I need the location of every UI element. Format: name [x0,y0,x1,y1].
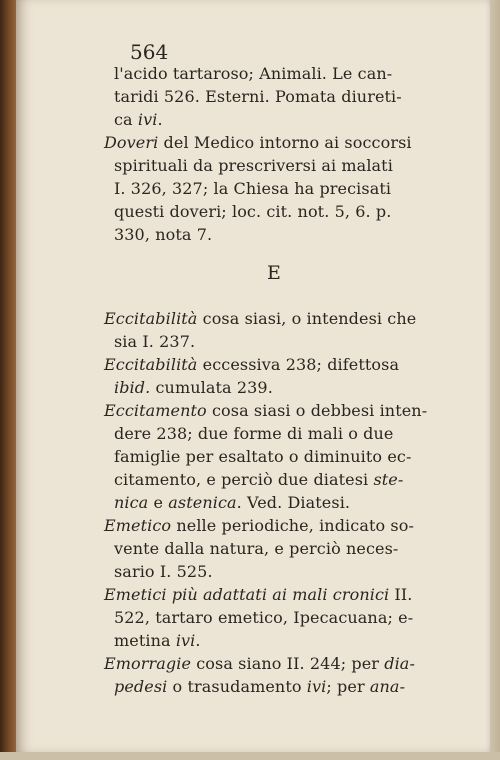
text-line: ibid. cumulata 239. [114,378,273,397]
text-line: questi doveri; loc. cit. not. 5, 6. p. [114,202,392,221]
text-line: vente dalla natura, e perciò neces- [114,539,399,558]
entry-emetici: Emetici più adattati ai mali cronici II. [104,585,413,604]
text-line: sario I. 525. [114,562,213,581]
entry-emorragie: Emorragie cosa siano II. 244; per dia- [104,654,415,673]
text-line: pedesi o trasudamento ivi; per ana- [114,677,406,696]
text-line: dere 238; due forme di mali o due [114,424,394,443]
entry-head: Eccitabilità [104,355,198,374]
entry-head: Emetico [104,516,172,535]
entry-eccitabilita-2: Eccitabilità eccessiva 238; difettosa [104,355,400,374]
text-line: taridi 526. Esterni. Pomata diureti- [114,87,402,106]
text-line: sia I. 237. [114,332,196,351]
entry-eccitamento: Eccitamento cosa siasi o debbesi inten- [104,401,428,420]
entry-doveri: Doveri del Medico intorno ai soccorsi [104,133,412,152]
page-bottom-edge [0,752,500,760]
entry-head: Eccitabilità [104,309,198,328]
entry-head: Emorragie [104,654,192,673]
page-edge [490,0,500,760]
entry-eccitabilita: Eccitabilità cosa siasi, o intendesi che [104,309,417,328]
text-line: 330, nota 7. [114,225,213,244]
text-line: spirituali da prescriversi ai malati [114,156,393,175]
entry-emetico: Emetico nelle periodiche, indicato so- [104,516,414,535]
text-line: nica e astenica. Ved. Diatesi. [114,493,351,512]
page-number: 564 [130,40,169,64]
entry-head: Doveri [104,133,159,152]
text-line: ca ivi. [114,110,163,129]
page-text [104,62,444,698]
entry-head: Emetici più adattati ai mali cronici [104,585,390,604]
text-line: I. 326, 327; la Chiesa ha precisati [114,179,392,198]
text-line: 522, tartaro emetico, Ipecacuana; e- [114,608,414,627]
book-binding [0,0,16,760]
text-line: l'acido tartaroso; Animali. Le can- [114,64,393,83]
entry-head: Eccitamento [104,401,207,420]
section-letter: E [267,262,281,284]
text-line: metina ivi. [114,631,201,650]
text-line: citamento, e perciò due diatesi ste- [114,470,404,489]
text-line: famiglie per esaltato o diminuito ec- [114,447,412,466]
